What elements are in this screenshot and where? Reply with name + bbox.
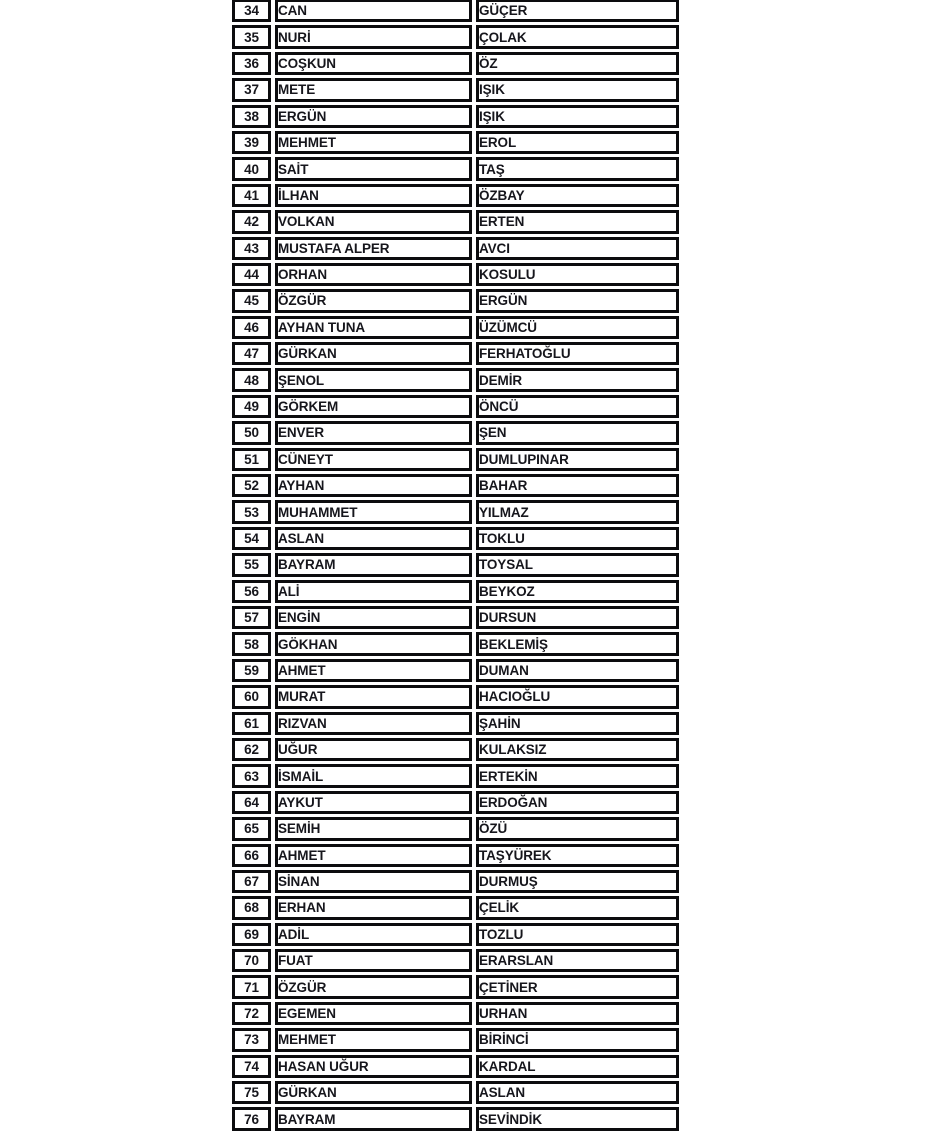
last-name-cell: TOZLU	[476, 923, 679, 946]
table-row	[232, 237, 679, 260]
row-number-cell: 34	[232, 0, 271, 22]
last-name-cell: DUMLUPINAR	[476, 448, 679, 471]
row-number-cell: 50	[232, 421, 271, 444]
last-name-cell: HACIOĞLU	[476, 685, 679, 708]
table-row	[232, 184, 679, 207]
table-row	[232, 500, 679, 523]
table-row	[232, 342, 679, 365]
row-number-cell: 67	[232, 870, 271, 893]
table-row	[232, 131, 679, 154]
last-name-cell: TAŞYÜREK	[476, 844, 679, 867]
last-name-cell: ÖNCÜ	[476, 395, 679, 418]
table-row	[232, 210, 679, 233]
row-number-cell: 46	[232, 316, 271, 339]
last-name-cell: TOYSAL	[476, 553, 679, 576]
row-number-cell: 38	[232, 105, 271, 128]
first-name-cell: SİNAN	[275, 870, 472, 893]
table-row	[232, 606, 679, 629]
table-row	[232, 52, 679, 75]
table-row	[232, 764, 679, 787]
table-row	[232, 738, 679, 761]
first-name-cell: ÖZGÜR	[275, 289, 472, 312]
table-row	[232, 632, 679, 655]
name-roster-table	[228, 0, 683, 1134]
last-name-cell: DURMUŞ	[476, 870, 679, 893]
row-number-cell: 72	[232, 1002, 271, 1025]
first-name-cell: ERHAN	[275, 896, 472, 919]
last-name-cell: ÖZÜ	[476, 817, 679, 840]
last-name-cell: KOSULU	[476, 263, 679, 286]
table-row	[232, 949, 679, 972]
last-name-cell: ERARSLAN	[476, 949, 679, 972]
table-row	[232, 896, 679, 919]
table-row	[232, 712, 679, 735]
last-name-cell: FERHATOĞLU	[476, 342, 679, 365]
last-name-cell: YILMAZ	[476, 500, 679, 523]
first-name-cell: BAYRAM	[275, 553, 472, 576]
first-name-cell: MEHMET	[275, 131, 472, 154]
table-row	[232, 421, 679, 444]
last-name-cell: SEVİNDİK	[476, 1107, 679, 1130]
first-name-cell: AHMET	[275, 844, 472, 867]
table-row	[232, 474, 679, 497]
first-name-cell: COŞKUN	[275, 52, 472, 75]
first-name-cell: ERGÜN	[275, 105, 472, 128]
table-row	[232, 1055, 679, 1078]
first-name-cell: MUHAMMET	[275, 500, 472, 523]
last-name-cell: ÜZÜMCÜ	[476, 316, 679, 339]
row-number-cell: 66	[232, 844, 271, 867]
table-row	[232, 1081, 679, 1104]
first-name-cell: AHMET	[275, 659, 472, 682]
row-number-cell: 61	[232, 712, 271, 735]
first-name-cell: AYHAN	[275, 474, 472, 497]
row-number-cell: 73	[232, 1028, 271, 1051]
roster-table-body	[232, 0, 679, 1131]
last-name-cell: GÜÇER	[476, 0, 679, 22]
last-name-cell: DURSUN	[476, 606, 679, 629]
first-name-cell: ÖZGÜR	[275, 975, 472, 998]
row-number-cell: 40	[232, 157, 271, 180]
table-row	[232, 1107, 679, 1130]
last-name-cell: ÇELİK	[476, 896, 679, 919]
row-number-cell: 42	[232, 210, 271, 233]
first-name-cell: MUSTAFA ALPER	[275, 237, 472, 260]
last-name-cell: ERTEKİN	[476, 764, 679, 787]
table-row	[232, 368, 679, 391]
last-name-cell: IŞIK	[476, 78, 679, 101]
last-name-cell: BİRİNCİ	[476, 1028, 679, 1051]
last-name-cell: ÇETİNER	[476, 975, 679, 998]
row-number-cell: 75	[232, 1081, 271, 1104]
first-name-cell: UĞUR	[275, 738, 472, 761]
table-row	[232, 157, 679, 180]
table-row	[232, 580, 679, 603]
row-number-cell: 37	[232, 78, 271, 101]
last-name-cell: DEMİR	[476, 368, 679, 391]
first-name-cell: ASLAN	[275, 527, 472, 550]
table-row	[232, 553, 679, 576]
row-number-cell: 70	[232, 949, 271, 972]
first-name-cell: NURİ	[275, 25, 472, 48]
row-number-cell: 51	[232, 448, 271, 471]
first-name-cell: İLHAN	[275, 184, 472, 207]
first-name-cell: CÜNEYT	[275, 448, 472, 471]
table-row	[232, 923, 679, 946]
first-name-cell: SEMİH	[275, 817, 472, 840]
row-number-cell: 55	[232, 553, 271, 576]
first-name-cell: ALİ	[275, 580, 472, 603]
table-row	[232, 1028, 679, 1051]
first-name-cell: BAYRAM	[275, 1107, 472, 1130]
first-name-cell: İSMAİL	[275, 764, 472, 787]
last-name-cell: AVCI	[476, 237, 679, 260]
table-row	[232, 1002, 679, 1025]
row-number-cell: 64	[232, 791, 271, 814]
table-row	[232, 448, 679, 471]
last-name-cell: BEYKOZ	[476, 580, 679, 603]
last-name-cell: KULAKSIZ	[476, 738, 679, 761]
first-name-cell: METE	[275, 78, 472, 101]
row-number-cell: 76	[232, 1107, 271, 1130]
last-name-cell: ERGÜN	[476, 289, 679, 312]
row-number-cell: 68	[232, 896, 271, 919]
row-number-cell: 54	[232, 527, 271, 550]
table-row	[232, 685, 679, 708]
first-name-cell: ADİL	[275, 923, 472, 946]
last-name-cell: IŞIK	[476, 105, 679, 128]
row-number-cell: 45	[232, 289, 271, 312]
table-row	[232, 316, 679, 339]
last-name-cell: ÖZBAY	[476, 184, 679, 207]
last-name-cell: ŞEN	[476, 421, 679, 444]
row-number-cell: 74	[232, 1055, 271, 1078]
row-number-cell: 60	[232, 685, 271, 708]
table-row	[232, 527, 679, 550]
last-name-cell: ERTEN	[476, 210, 679, 233]
last-name-cell: URHAN	[476, 1002, 679, 1025]
row-number-cell: 43	[232, 237, 271, 260]
row-number-cell: 49	[232, 395, 271, 418]
last-name-cell: TAŞ	[476, 157, 679, 180]
last-name-cell: ÇOLAK	[476, 25, 679, 48]
first-name-cell: ENGİN	[275, 606, 472, 629]
row-number-cell: 65	[232, 817, 271, 840]
first-name-cell: GÖRKEM	[275, 395, 472, 418]
table-row	[232, 25, 679, 48]
row-number-cell: 36	[232, 52, 271, 75]
first-name-cell: CAN	[275, 0, 472, 22]
table-row	[232, 791, 679, 814]
last-name-cell: ASLAN	[476, 1081, 679, 1104]
first-name-cell: GÜRKAN	[275, 342, 472, 365]
row-number-cell: 47	[232, 342, 271, 365]
table-row	[232, 817, 679, 840]
first-name-cell: AYHAN TUNA	[275, 316, 472, 339]
row-number-cell: 39	[232, 131, 271, 154]
row-number-cell: 53	[232, 500, 271, 523]
first-name-cell: GÜRKAN	[275, 1081, 472, 1104]
first-name-cell: ŞENOL	[275, 368, 472, 391]
first-name-cell: ORHAN	[275, 263, 472, 286]
row-number-cell: 58	[232, 632, 271, 655]
last-name-cell: KARDAL	[476, 1055, 679, 1078]
table-row	[232, 0, 679, 22]
table-row	[232, 78, 679, 101]
table-row	[232, 975, 679, 998]
row-number-cell: 63	[232, 764, 271, 787]
first-name-cell: ENVER	[275, 421, 472, 444]
last-name-cell: BEKLEMİŞ	[476, 632, 679, 655]
last-name-cell: ERDOĞAN	[476, 791, 679, 814]
table-row	[232, 263, 679, 286]
first-name-cell: HASAN UĞUR	[275, 1055, 472, 1078]
first-name-cell: SAİT	[275, 157, 472, 180]
row-number-cell: 57	[232, 606, 271, 629]
first-name-cell: VOLKAN	[275, 210, 472, 233]
table-row	[232, 289, 679, 312]
row-number-cell: 44	[232, 263, 271, 286]
last-name-cell: TOKLU	[476, 527, 679, 550]
row-number-cell: 59	[232, 659, 271, 682]
last-name-cell: BAHAR	[476, 474, 679, 497]
row-number-cell: 52	[232, 474, 271, 497]
last-name-cell: ŞAHİN	[476, 712, 679, 735]
last-name-cell: ÖZ	[476, 52, 679, 75]
table-row	[232, 659, 679, 682]
last-name-cell: DUMAN	[476, 659, 679, 682]
table-row	[232, 105, 679, 128]
first-name-cell: RIZVAN	[275, 712, 472, 735]
first-name-cell: AYKUT	[275, 791, 472, 814]
row-number-cell: 62	[232, 738, 271, 761]
last-name-cell: EROL	[476, 131, 679, 154]
row-number-cell: 56	[232, 580, 271, 603]
row-number-cell: 69	[232, 923, 271, 946]
first-name-cell: MURAT	[275, 685, 472, 708]
row-number-cell: 48	[232, 368, 271, 391]
table-row	[232, 844, 679, 867]
row-number-cell: 35	[232, 25, 271, 48]
first-name-cell: EGEMEN	[275, 1002, 472, 1025]
first-name-cell: FUAT	[275, 949, 472, 972]
table-row	[232, 870, 679, 893]
row-number-cell: 71	[232, 975, 271, 998]
table-row	[232, 395, 679, 418]
row-number-cell: 41	[232, 184, 271, 207]
first-name-cell: MEHMET	[275, 1028, 472, 1051]
first-name-cell: GÖKHAN	[275, 632, 472, 655]
